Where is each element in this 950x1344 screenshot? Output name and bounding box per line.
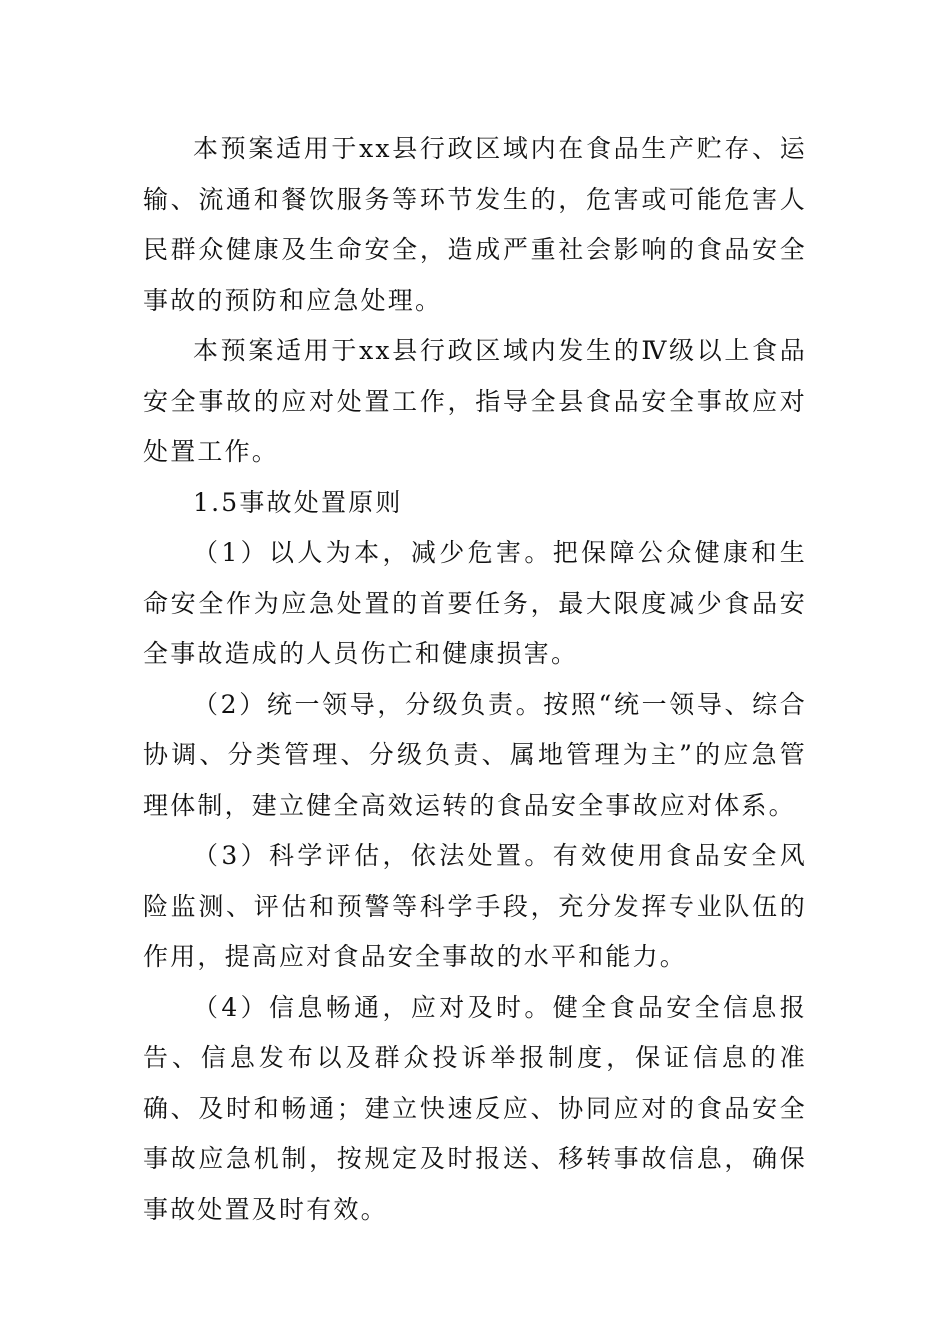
scope-paragraph-1: 本预案适用于xx县行政区域内在食品生产贮存、运输、流通和餐饮服务等环节发生的，危害或可能危害人民群众健康及生命安全，造成严重社会影响的食品安全事故的预防和应急处理。 [143, 134, 807, 315]
section-heading: 1.5事故处置原则 [193, 487, 403, 517]
principle-4: （4）信息畅通，应对及时。健全食品安全信息报告、信息发布以及群众投诉举报制度，保证信息的准确、及时和畅通；建立快速反应、协同应对的食品安全事故应急机制，按规定及时报送、移转事故信息，确保事故处置及时有效。 [143, 992, 807, 1224]
principle-2: （2）统一领导，分级负责。按照“统一领导、综合协调、分类管理、分级负责、属地管理为主”的应急管理体制，建立健全高效运转的食品安全事故应对体系。 [143, 689, 807, 820]
document-body [143, 124, 807, 1235]
principle-1: （1）以人为本，减少危害。把保障公众健康和生命安全作为应急处置的首要任务，最大限度减少食品安全事故造成的人员伤亡和健康损害。 [143, 538, 807, 668]
principle-3: （3）科学评估，依法处置。有效使用食品安全风险监测、评估和预警等科学手段，充分发挥专业队伍的作用，提高应对食品安全事故的水平和能力。 [143, 841, 807, 971]
scope-paragraph-2: 本预案适用于xx县行政区域内发生的Ⅳ级以上食品安全事故的应对处置工作，指导全县食品安全事故应对处置工作。 [143, 336, 807, 466]
